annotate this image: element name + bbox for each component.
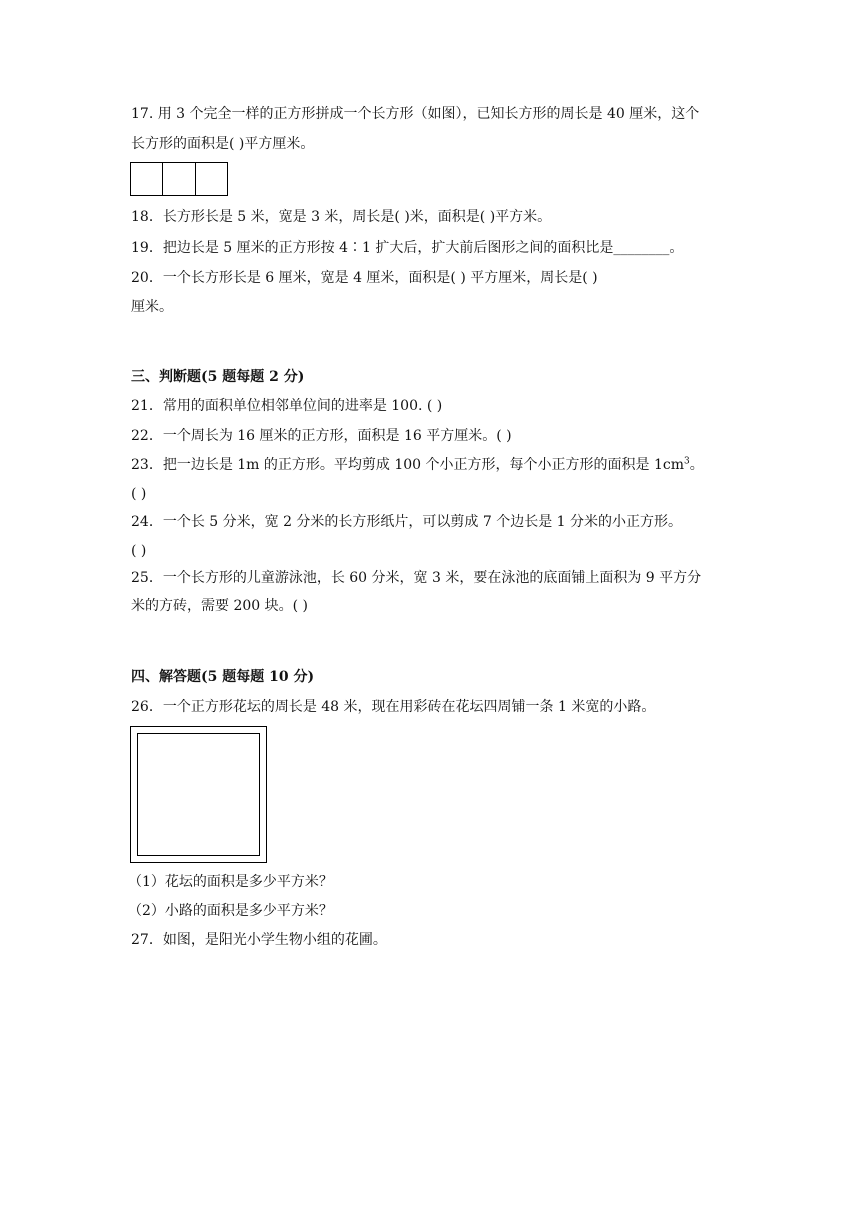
question-22: 22．一个周长为 16 厘米的正方形，面积是 16 平方厘米。( ) <box>131 428 512 444</box>
flower-bed-figure <box>130 726 267 863</box>
question-18: 18．长方形长是 5 米，宽是 3 米，周长是( )米，面积是( )平方米。 <box>131 209 552 225</box>
question-23-line-2: ( ) <box>131 486 147 502</box>
question-20-line-2: 厘米。 <box>131 299 173 315</box>
square-cell <box>131 163 163 195</box>
three-squares-figure <box>130 162 228 196</box>
question-17-line-2: 长方形的面积是( )平方厘米。 <box>131 136 315 152</box>
section-4-heading: 四、解答题(5 题每题 10 分) <box>131 669 315 685</box>
question-17-line-1: 17. 用 3 个完全一样的正方形拼成一个长方形（如图），已知长方形的周长是 40 厘米，这个 <box>131 106 700 122</box>
question-20-line-1: 20．一个长方形长是 6 厘米，宽是 4 厘米，面积是( ) 平方厘米，周长是( ) <box>131 270 598 286</box>
question-23-line-1 <box>131 455 704 475</box>
question-24-line-2: ( ) <box>131 543 147 559</box>
flower-bed-inner-square <box>137 733 260 856</box>
question-25-line-1: 25．一个长方形的儿童游泳池，长 60 分米，宽 3 米，要在泳池的底面铺上面积为 9 平方分 <box>131 570 702 586</box>
question-26-line-1: 26．一个正方形花坛的周长是 48 米，现在用彩砖在花坛四周铺一条 1 米宽的小路。 <box>131 699 656 715</box>
question-25-line-2: 米的方砖，需要 200 块。( ) <box>131 598 308 614</box>
question-26-sub-2: （2）小路的面积是多少平方米？ <box>128 903 333 919</box>
square-cell <box>163 163 195 195</box>
square-cell <box>196 163 227 195</box>
question-21: 21．常用的面积单位相邻单位间的进率是 100. ( ) <box>131 398 443 414</box>
question-19: 19．把边长是 5 厘米的正方形按 4∶1 扩大后，扩大前后图形之间的面积比是________。 <box>131 240 684 256</box>
question-23-end: 。 <box>689 457 704 473</box>
question-26-sub-1: （1）花坛的面积是多少平方米？ <box>128 874 333 890</box>
question-23-text: 23．把一边长是 1m 的正方形。平均剪成 100 个小正方形，每个小正方形的面积是 1cm <box>131 457 684 473</box>
section-3-heading: 三、判断题(5 题每题 2 分) <box>131 369 305 385</box>
question-27: 27．如图，是阳光小学生物小组的花圃。 <box>131 932 387 948</box>
superscript-3: 3 <box>684 456 690 467</box>
question-24-line-1: 24．一个长 5 分米，宽 2 分米的长方形纸片，可以剪成 7 个边长是 1 分米的小正方形。 <box>131 514 683 530</box>
